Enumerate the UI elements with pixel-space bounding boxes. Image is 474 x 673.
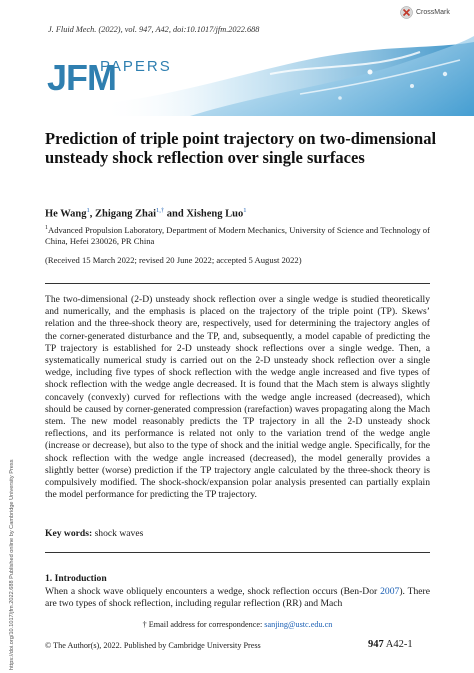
journal-logo: JFM xyxy=(47,57,116,98)
author-name: Zhigang Zhai xyxy=(95,208,157,220)
copyright-notice: © The Author(s), 2022. Published by Cambridge University Press xyxy=(45,641,261,650)
submission-dates: (Received 15 March 2022; revised 20 June 2022; accepted 5 August 2022) xyxy=(45,255,302,265)
author-name: Xisheng Luo xyxy=(186,208,244,220)
section-heading: 1. Introduction xyxy=(45,573,107,584)
article-title: Prediction of triple point trajectory on two-dimensional unsteady shock reflection over single surfaces xyxy=(45,129,437,167)
affiliation xyxy=(45,223,435,248)
author-affiliation-mark[interactable]: 1,† xyxy=(156,207,165,214)
crossmark-badge[interactable] xyxy=(400,6,450,19)
correspondence-footnote xyxy=(45,620,430,629)
abstract-bottom-rule xyxy=(45,552,430,553)
intro-text-end: ). There are two types of shock reflection, including regular reflection (RR) and Mach xyxy=(45,586,431,610)
author-separator: , xyxy=(89,208,96,220)
abstract-top-rule xyxy=(45,283,430,284)
correspondence-email-link[interactable]: sanjing@ustc.edu.cn xyxy=(264,620,333,629)
side-margin-doi-link[interactable]: https://doi.org/10.1017/jfm.2022.688 Published online by Cambridge University Press xyxy=(9,459,15,670)
author-list xyxy=(45,207,247,220)
keyword-link[interactable]: shock waves xyxy=(94,528,144,539)
volume-number: 947 xyxy=(368,639,384,650)
page-identifier xyxy=(368,639,413,650)
keywords-label: Key words: xyxy=(45,528,93,539)
author-affiliation-mark[interactable]: 1 xyxy=(86,207,90,214)
crossmark-label: CrossMark xyxy=(416,9,450,16)
author-affiliation-mark[interactable]: 1 xyxy=(243,207,247,214)
affiliation-mark: 1 xyxy=(45,225,48,231)
footnote-label: † Email address for correspondence: xyxy=(142,620,265,629)
author-separator: and xyxy=(164,208,187,220)
journal-section-label: PAPERS xyxy=(100,58,172,75)
crossmark-icon xyxy=(400,6,413,19)
abstract: The two-dimensional (2-D) unsteady shock reflection over a single wedge is studied theoretically and numerically, and the emphasis is placed on the trajectory of the triple point (TP). Skews’ relation and the three-shock theory are, respectively, used for determining the trajectory angles of the corner-generated disturbance and the TP, and, subsequently, a model capable of predicting the TP trajectory is established for 2-D unsteady shock reflections over a single wedge. Then, a systematically numerical study is carried out on the 2-D unsteady shock reflection over a single wedge, including five types of shock reflection with the wedge angle increased and five types of shock reflection with the wedge angle decreased. It is found that the Mach stem is always slightly concavely (convexly) curved for reflections with the wedge angle increased (decreased), which should be caused by corner-generated compression (rarefaction) waves propagating along the Mach stem. The new model reasonably predicts the TP trajectory in all the 2-D unsteady shock reflections, and its performance is related not only to the variation trend of the wedge angle (increase or decrease), but also to the type of shock and the initial wedge angle. Specifically, for the shock reflection with the wedge angle increased (decreased), the model generally provides a slightly better (worse) prediction if the TP trajectory angle calculated by the three-shock theory is compulsively modified. The shock-shock/expansion polar analysis presented can partially explain the model performance for predicting the TP trajectory. xyxy=(45,294,430,501)
keywords xyxy=(45,528,143,539)
author-name: He Wang xyxy=(45,208,87,220)
introduction-text xyxy=(45,586,430,611)
affiliation-text: Advanced Propulsion Laboratory, Department of Modern Mechanics, University of Science and Technology of China, Hefei 230026, PR China xyxy=(45,224,430,247)
article-page-number: A42-1 xyxy=(385,639,413,650)
reference-link[interactable]: 2007 xyxy=(380,586,400,597)
intro-text-start: When a shock wave obliquely encounters a wedge, shock reflection occurs (Ben-Dor xyxy=(45,586,381,597)
journal-citation: J. Fluid Mech. (2022), vol. 947, A42, doi:10.1017/jfm.2022.688 xyxy=(48,25,260,34)
